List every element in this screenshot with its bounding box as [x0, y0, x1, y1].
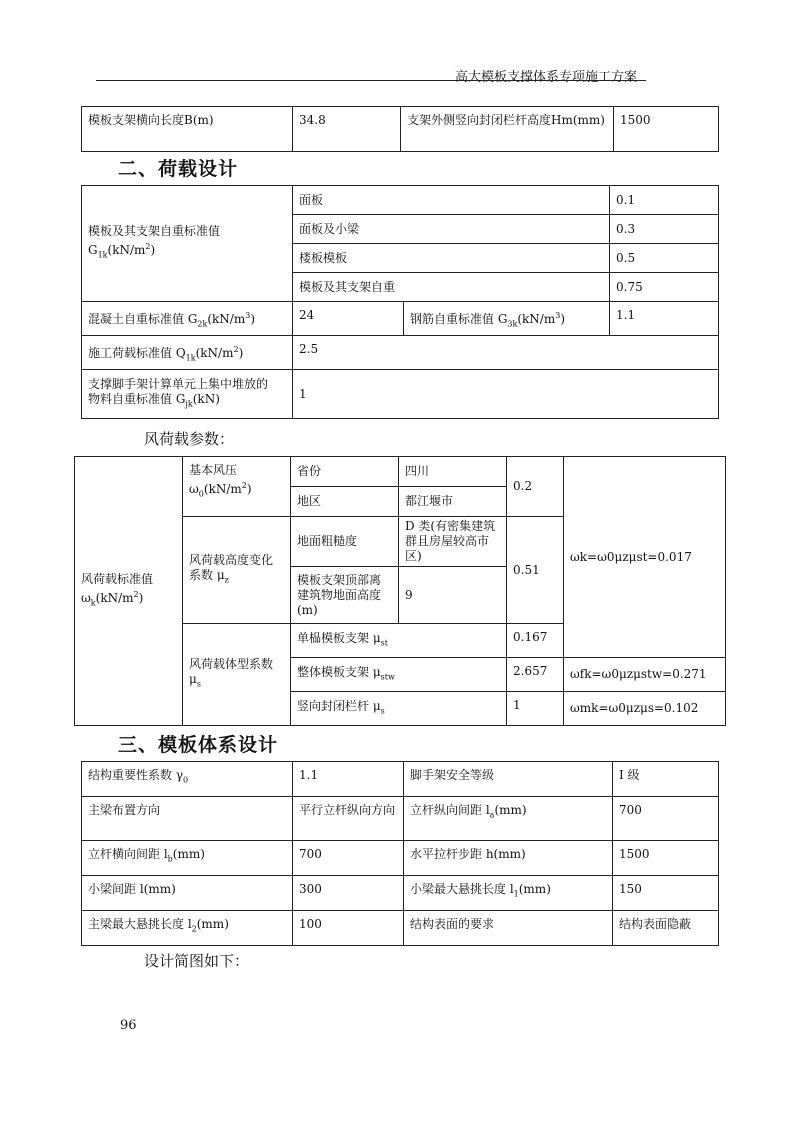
form-value: 结构表面隐蔽 — [613, 911, 719, 946]
form-value: 150 — [613, 876, 719, 911]
form-label: 水平拉杆步距 h(mm) — [404, 841, 613, 876]
ms-label: 风荷载体型系数 $\mu_s$ — [183, 624, 291, 726]
g2k-value: 24 — [293, 302, 404, 336]
form-value: 700 — [613, 797, 719, 841]
load-table — [81, 185, 719, 419]
gjk-label: 支撑脚手架计算单元上集中堆放的 物料自重标准值 $G_{jk}(kN)$ — [82, 370, 293, 419]
rail-value: 1 — [507, 692, 564, 726]
province-label: 省份 — [291, 457, 399, 487]
mz-value: 0.51 — [507, 517, 564, 624]
g1k-item-name: 面板 — [293, 186, 610, 215]
form-value: I 级 — [613, 762, 719, 797]
form-value: 300 — [293, 876, 404, 911]
form-label: 结构表面的要求 — [404, 911, 613, 946]
cell-hm-label: 支架外侧竖向封闭栏杆高度Hm(mm) — [401, 107, 614, 152]
wk-label: 风荷载标准值 $\omega_k(kN/m^2)$ — [75, 457, 183, 726]
header-rule — [96, 80, 646, 81]
height-value: 9 — [399, 567, 507, 624]
form-label: 立杆纵向间距 $l_a(mm)$ — [404, 797, 613, 841]
header-title: 高大模板支撑体系专项施工方案 — [455, 70, 638, 85]
height-label: 模板支架顶部离建筑物地面高度(m) — [291, 567, 399, 624]
form-value: 1.1 — [293, 762, 404, 797]
form-label: 小梁最大悬挑长度 $l_1(mm)$ — [404, 876, 613, 911]
q1k-label: 施工荷载标准值 $Q_{1k}(kN/m^2)$ — [82, 336, 293, 370]
form-label: 立杆横向间距 $l_b(mm)$ — [82, 841, 293, 876]
wind-intro: 风荷载参数： — [144, 430, 235, 448]
region-value: 都江堰市 — [399, 487, 507, 517]
section-title-load: 二、荷载设计 — [118, 158, 239, 180]
cell-b-value: 34.8 — [293, 107, 401, 152]
form-label: 小梁间距 l(mm) — [82, 876, 293, 911]
g1k-item-value: 0.5 — [610, 244, 719, 273]
form-value: 平行立杆纵向方向 — [293, 797, 404, 841]
g3k-value: 1.1 — [610, 302, 719, 336]
g3k-label: 钢筋自重标准值 $G_{3k}(kN/m^3)$ — [404, 302, 610, 336]
g1k-item-name: 楼板模板 — [293, 244, 610, 273]
gjk-value: 1 — [293, 370, 719, 419]
region-label: 地区 — [291, 487, 399, 517]
g2k-label: 混凝土自重标准值 $G_{2k}(kN/m^3)$ — [82, 302, 293, 336]
form-label: 主梁最大悬挑长度 $l_2(mm)$ — [82, 911, 293, 946]
rail-label: 竖向封闭栏杆 $\mu_s$ — [291, 692, 507, 726]
g1k-label: 模板及其支架自重标准值 $G_{1k}(kN/m^2)$ — [82, 186, 293, 302]
province-value: 四川 — [399, 457, 507, 487]
whole-value: 2.657 — [507, 658, 564, 692]
q1k-value: 2.5 — [293, 336, 719, 370]
diagram-intro: 设计简图如下： — [144, 952, 250, 970]
g1k-item-value: 0.75 — [610, 273, 719, 302]
form-label: 主梁布置方向 — [82, 797, 293, 841]
rough-value: D 类(有密集建筑群且房屋较高市区) — [399, 517, 507, 567]
rough-label: 地面粗糙度 — [291, 517, 399, 567]
cell-b-label: 模板支架横向长度B(m) — [82, 107, 293, 152]
g1k-item-name: 面板及小梁 — [293, 215, 610, 244]
wind-table — [74, 456, 726, 726]
section-title-formwork: 三、模板体系设计 — [118, 734, 279, 756]
mz-label: 风荷载高度变化系数 $\mu_z$ — [183, 517, 291, 624]
w0-label: 基本风压 $\omega_0(kN/m^2)$ — [183, 457, 291, 517]
g1k-item-value: 0.1 — [610, 186, 719, 215]
g1k-item-name: 模板及其支架自重 — [293, 273, 610, 302]
form-label: 脚手架安全等级 — [404, 762, 613, 797]
form-value: 100 — [293, 911, 404, 946]
wk-formula: ωk=ω0μzμst=0.017 — [564, 457, 726, 658]
cell-hm-value: 1500 — [614, 107, 719, 152]
g1k-item-value: 0.3 — [610, 215, 719, 244]
single-label: 单榀模板支架 $\mu_{st}$ — [291, 624, 507, 658]
single-value: 0.167 — [507, 624, 564, 658]
page-number: 96 — [120, 1018, 137, 1033]
wfk-formula: ωfk=ω0μzμstw=0.271 — [564, 658, 726, 692]
whole-label: 整体模板支架 $\mu_{stw}$ — [291, 658, 507, 692]
form-value: 700 — [293, 841, 404, 876]
wmk-formula: ωmk=ω0μzμs=0.102 — [564, 692, 726, 726]
support-size-table — [81, 106, 719, 152]
formwork-table — [81, 761, 719, 946]
form-value: 1500 — [613, 841, 719, 876]
w0-value: 0.2 — [507, 457, 564, 517]
form-label: 结构重要性系数 $\gamma_0$ — [82, 762, 293, 797]
